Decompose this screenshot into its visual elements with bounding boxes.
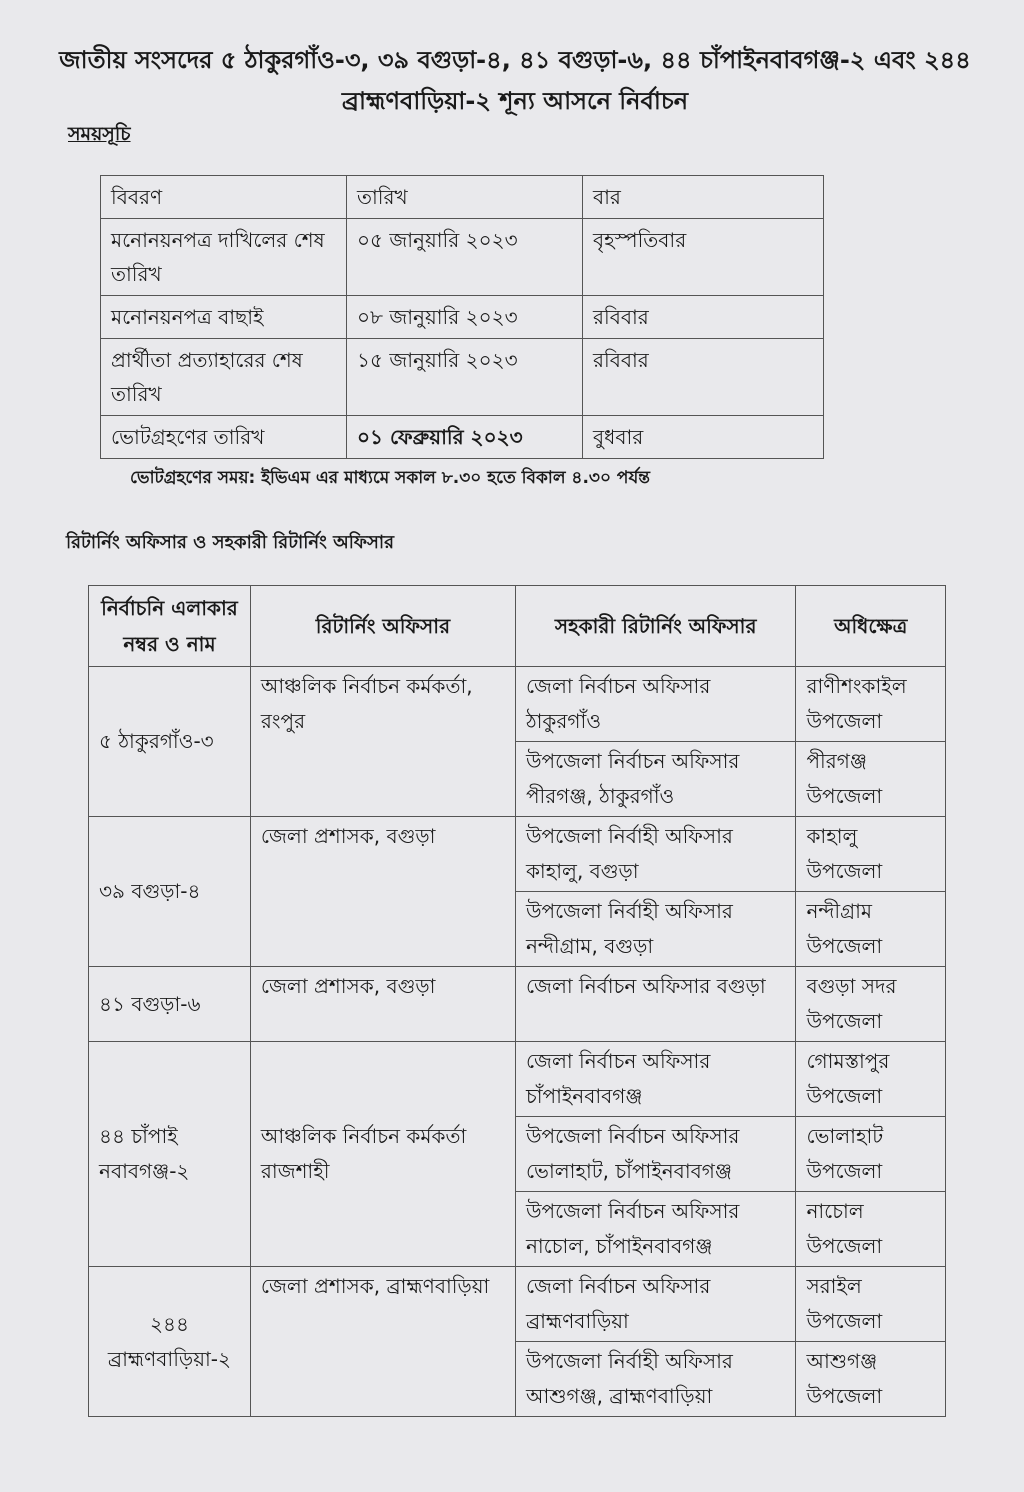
table-row <box>89 667 946 742</box>
jurisdiction-cell: রাণীশংকাইল উপজেলা <box>796 667 946 742</box>
table-header-cell: বার <box>583 176 824 219</box>
table-cell: রবিবার <box>583 339 824 416</box>
assistant-officer-cell: জেলা নির্বাচন অফিসার বগুড়া <box>515 967 796 1042</box>
table-cell: ০৮ জানুয়ারি ২০২৩ <box>347 296 583 339</box>
table-header-cell: বিবরণ <box>101 176 347 219</box>
schedule-table <box>100 175 824 459</box>
table-cell: ১৫ জানুয়ারি ২০২৩ <box>347 339 583 416</box>
table-header-row <box>89 586 946 667</box>
table-row <box>101 339 824 416</box>
table-header-cell: তারিখ <box>347 176 583 219</box>
page-title: জাতীয় সংসদের ৫ ঠাকুরগাঁও-৩, ৩৯ বগুড়া-৪, ৪১ বগুড়া-৬, ৪৪ চাঁপাইনবাবগঞ্জ-২ এবং ২৪৪ ব্রাহ্মণবাড়িয়া-২ শূন্য আসনে নির্বাচন <box>59 46 971 115</box>
assistant-officer-cell: উপজেলা নির্বাহী অফিসার আশুগঞ্জ, ব্রাহ্মণবাড়িয়া <box>515 1342 796 1417</box>
jurisdiction-cell: বগুড়া সদর উপজেলা <box>796 967 946 1042</box>
area-cell: ৪৪ চাঁপাই নবাবগঞ্জ-২ <box>89 1042 251 1267</box>
assistant-officer-cell: উপজেলা নির্বাচন অফিসার ভোলাহাট, চাঁপাইনবাবগঞ্জ <box>515 1117 796 1192</box>
table-row <box>89 1267 946 1342</box>
table-cell: ০১ ফেব্রুয়ারি ২০২৩ <box>347 416 583 459</box>
table-row <box>89 1042 946 1117</box>
table-header-cell: সহকারী রিটার্নিং অফিসার <box>515 586 796 667</box>
jurisdiction-cell: নাচোল উপজেলা <box>796 1192 946 1267</box>
table-cell: মনোনয়নপত্র দাখিলের শেষ তারিখ <box>101 219 347 296</box>
vote-time-note: ভোটগ্রহণের সময়: ইভিএম এর মাধ্যমে সকাল ৮.৩০ হতে বিকাল ৪.৩০ পর্যন্ত <box>130 468 650 488</box>
table-row <box>101 296 824 339</box>
assistant-officer-cell: জেলা নির্বাচন অফিসার ব্রাহ্মণবাড়িয়া <box>515 1267 796 1342</box>
returning-officer-cell: জেলা প্রশাসক, বগুড়া <box>250 967 515 1042</box>
jurisdiction-cell: ভোলাহাট উপজেলা <box>796 1117 946 1192</box>
area-cell: ৫ ঠাকুরগাঁও-৩ <box>89 667 251 817</box>
table-header-row <box>101 176 824 219</box>
officers-table <box>88 585 946 1417</box>
table-header-cell: রিটার্নিং অফিসার <box>250 586 515 667</box>
assistant-officer-cell: উপজেলা নির্বাচন অফিসার নাচোল, চাঁপাইনবাবগঞ্জ <box>515 1192 796 1267</box>
table-cell: বৃহস্পতিবার <box>583 219 824 296</box>
jurisdiction-cell: নন্দীগ্রাম উপজেলা <box>796 892 946 967</box>
officers-heading: রিটার্নিং অফিসার ও সহকারী রিটার্নিং অফিসার <box>66 532 395 553</box>
table-cell: ভোটগ্রহণের তারিখ <box>101 416 347 459</box>
table-row <box>89 967 946 1042</box>
table-cell: রবিবার <box>583 296 824 339</box>
schedule-heading: সময়সূচি <box>68 123 131 145</box>
assistant-officer-cell: উপজেলা নির্বাচন অফিসার পীরগঞ্জ, ঠাকুরগাঁও <box>515 742 796 817</box>
table-row <box>101 219 824 296</box>
returning-officer-cell: জেলা প্রশাসক, ব্রাহ্মণবাড়িয়া <box>250 1267 515 1417</box>
jurisdiction-cell: সরাইল উপজেলা <box>796 1267 946 1342</box>
area-cell: ৩৯ বগুড়া-৪ <box>89 817 251 967</box>
jurisdiction-cell: গোমস্তাপুর উপজেলা <box>796 1042 946 1117</box>
returning-officer-cell: জেলা প্রশাসক, বগুড়া <box>250 817 515 967</box>
assistant-officer-cell: জেলা নির্বাচন অফিসার চাঁপাইনবাবগঞ্জ <box>515 1042 796 1117</box>
jurisdiction-cell: পীরগঞ্জ উপজেলা <box>796 742 946 817</box>
table-row <box>101 416 824 459</box>
table-cell: মনোনয়নপত্র বাছাই <box>101 296 347 339</box>
assistant-officer-cell: উপজেলা নির্বাহী অফিসার কাহালু, বগুড়া <box>515 817 796 892</box>
area-cell: ৪১ বগুড়া-৬ <box>89 967 251 1042</box>
table-header-cell: নির্বাচনি এলাকার নম্বর ও নাম <box>89 586 251 667</box>
assistant-officer-cell: জেলা নির্বাচন অফিসার ঠাকুরগাঁও <box>515 667 796 742</box>
returning-officer-cell: আঞ্চলিক নির্বাচন কর্মকর্তা রাজশাহী <box>250 1042 515 1267</box>
table-row <box>89 817 946 892</box>
table-header-cell: অধিক্ষেত্র <box>796 586 946 667</box>
table-cell: প্রার্থীতা প্রত্যাহারের শেষ তারিখ <box>101 339 347 416</box>
assistant-officer-cell: উপজেলা নির্বাহী অফিসার নন্দীগ্রাম, বগুড়া <box>515 892 796 967</box>
returning-officer-cell: আঞ্চলিক নির্বাচন কর্মকর্তা, রংপুর <box>250 667 515 817</box>
table-cell: বুধবার <box>583 416 824 459</box>
area-cell: ২৪৪ ব্রাহ্মণবাড়িয়া-২ <box>89 1267 251 1417</box>
jurisdiction-cell: আশুগঞ্জ উপজেলা <box>796 1342 946 1417</box>
table-cell: ০৫ জানুয়ারি ২০২৩ <box>347 219 583 296</box>
jurisdiction-cell: কাহালু উপজেলা <box>796 817 946 892</box>
